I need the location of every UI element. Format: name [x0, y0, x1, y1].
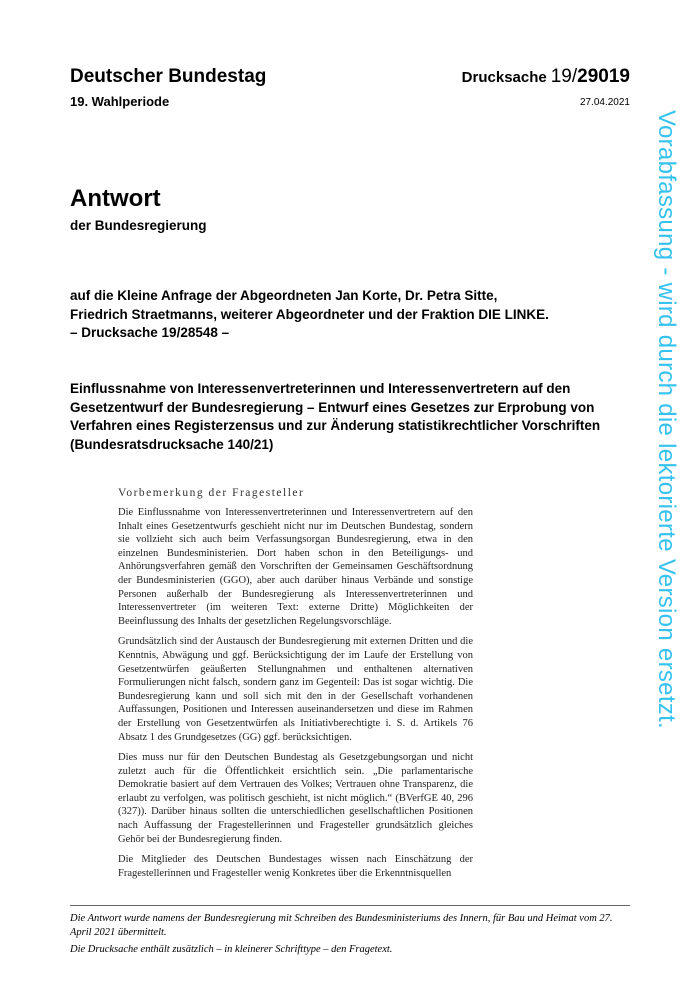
header-title: Deutscher Bundestag	[70, 66, 267, 87]
document-number	[462, 66, 630, 88]
inquiry-line: auf die Kleine Anfrage der Abgeordneten Jan Korte, Dr. Petra Sitte,	[70, 288, 498, 303]
inquiry-line: – Drucksache 19/28548 –	[70, 325, 230, 340]
preliminary-paragraph: Die Mitglieder des Deutschen Bundestages wissen nach Einschätzung der Fragestellerinnen und Fragesteller wenig Konkretes über die Erkenntnisquellen	[118, 854, 473, 879]
preliminary-remark	[118, 487, 473, 887]
answer-heading: Antwort	[70, 185, 161, 212]
footer-divider	[70, 905, 630, 906]
footer-notes	[70, 912, 635, 961]
legislative-period: 19. Wahlperiode	[70, 94, 170, 109]
document-number-label: Drucksache	[461, 69, 547, 86]
answer-subheading: der Bundesregierung	[70, 218, 207, 233]
inquiry-reference	[70, 287, 630, 343]
document-number-prefix: 19/	[550, 66, 578, 87]
preliminary-paragraph: Dies muss nur für den Deutschen Bundestag als Gesetzgebungsorgan und nicht zuletzt auch für die Öffentlichkeit ersichtlich sein. „Die parlamentarische Demokratie basiert auf dem Vertrauen des Volkes; Vertrauen ohne Transparenz, die erlaubt zu verfolgen, was politisch geschieht, ist nicht möglich.“ (BVerfGE 40, 296 (327)). Darüber hinaus sollten die unterschiedlichen gesellschaftlichen Positionen nach Auffassung der Fragestellerinnen und Fragesteller grundsätzlich gleiches Gehör bei der Bundesregierung finden.	[118, 752, 473, 845]
topic-title: Einflussnahme von Interessenvertreterinnen und Interessenvertretern auf den Gesetzentwurf der Bundesregierung – Entwurf eines Gesetzes zur Erprobung von Verfahren eines Registerzensus und zur Änderung statistikrechtlicher Vorschriften (Bundesratsdrucksache 140/21)	[70, 381, 601, 452]
footer-note: Die Antwort wurde namens der Bundesregierung mit Schreiben des Bundesministeriums des Innern, für Bau und Heimat vom 27. April 2021 übermittelt.	[70, 913, 613, 938]
document-date: 27.04.2021	[579, 97, 630, 108]
preliminary-paragraph: Die Einflussnahme von Interessenvertreterinnen und Interessenvertretern auf den Inhalt eines Gesetzentwurfs geschieht nicht nur im Deutschen Bundestag, sondern sie vollzieht sich auch beim Verfassungsorgan Bundesregierung, etwa in den einzelnen Bundesministerien. Dort haben schon in den Beteiligungs- und Anhörungsverfahren gemäß den Vorschriften der Gemeinsamen Geschäftsordnung der Bundesministerien (GGO), aber auch darüber hinaus Verbände und sonstige Personen außerhalb der Bundesregierung als Interessenvertreterinnen und Interessenvertreter (im weiteren Text: externe Dritte) Möglichkeiten der Beeinflussung des Inhalts der gesetzlichen Regelungsvorschläge.	[118, 507, 473, 627]
preliminary-remark-heading: Vorbemerkung der Fragesteller	[118, 487, 305, 499]
draft-watermark: Vorabfassung - wird durch die lektorierte Version ersetzt.	[653, 110, 680, 730]
preliminary-paragraph: Grundsätzlich sind der Austausch der Bundesregierung mit externen Dritten und die Kenntnis, Abwägung und ggf. Berücksichtigung der im Laufe der Erstellung von Gesetzentwürfen geäußerten Stellungnahmen und enthaltenen alternativen Formulierungen nicht falsch, sondern ganz im Gegenteil: Das ist sogar wichtig. Die Bundesregierung kann und soll sich mit den in der Gesellschaft vorhandenen Auffassungen, Positionen und Interessen auseinandersetzen und diese im Rahmen der Erstellung von Gesetzentwürfen als Initiativberechtigte i. S. d. Artikels 76 Absatz 1 des Grundgesetzes (GG) ggf. berücksichtigen.	[118, 636, 473, 743]
footer-note: Die Drucksache enthält zusätzlich – in kleinerer Schrifttype – den Fragetext.	[70, 944, 393, 955]
inquiry-line: Friedrich Straetmanns, weiterer Abgeordneter und der Fraktion DIE LINKE.	[70, 306, 549, 322]
document-number-value: 29019	[577, 66, 630, 87]
